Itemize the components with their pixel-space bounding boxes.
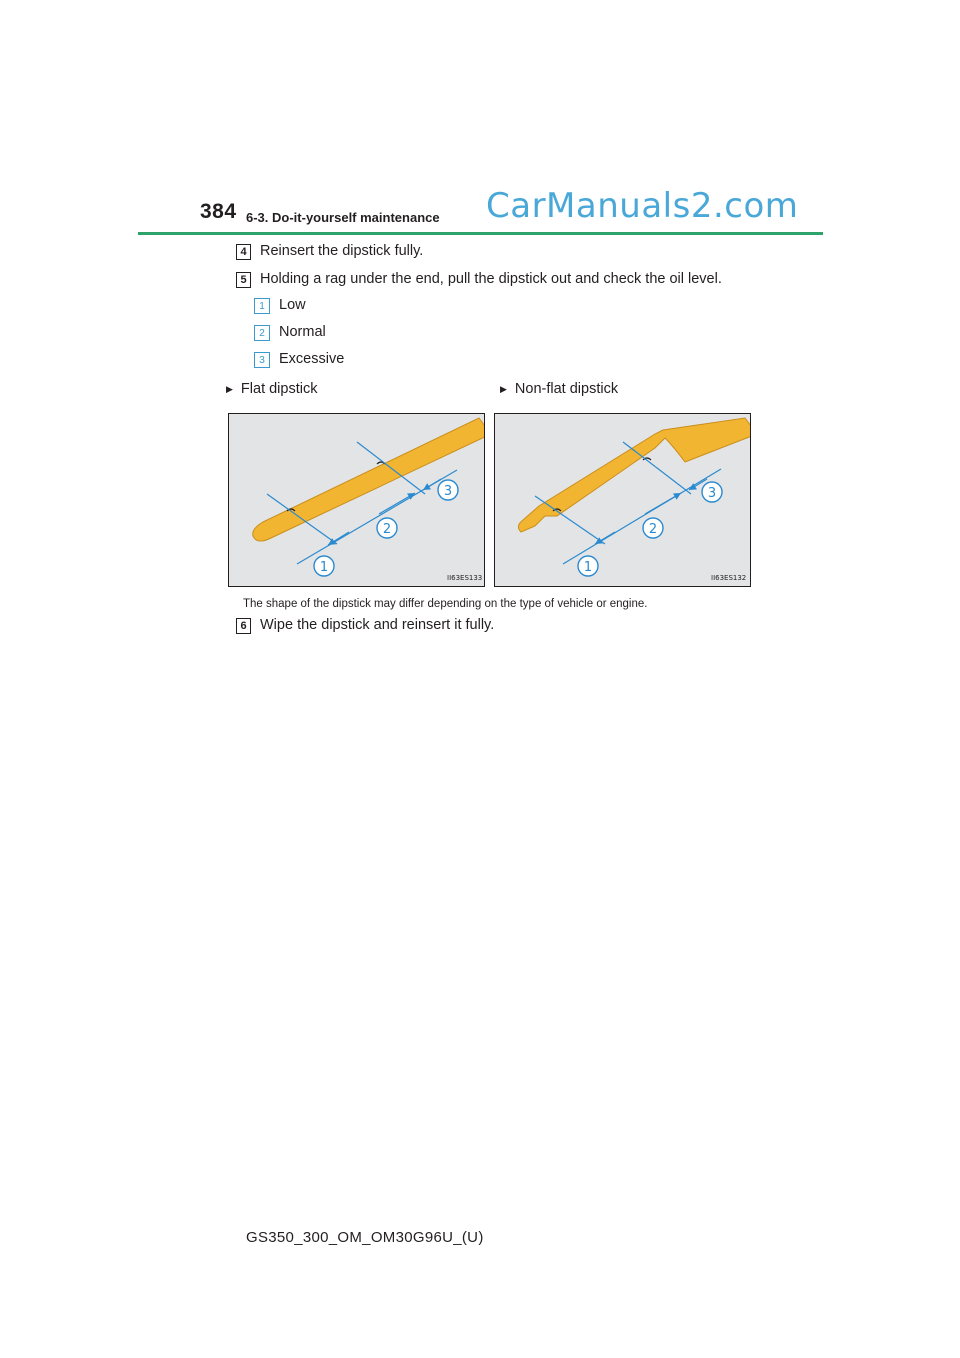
footer-doc-code: GS350_300_OM_OM30G96U_(U) [246,1229,484,1246]
svg-text:2: 2 [382,522,392,537]
figure-flat-dipstick [228,413,485,587]
callout-3 [702,482,722,502]
step-text: Holding a rag under the end, pull the dipstick out and check the oil level. [260,271,722,287]
callout-1 [578,556,598,576]
watermark-logo[interactable]: CarManuals2.com [486,186,799,226]
callout-1 [314,556,334,576]
svg-text:3: 3 [707,486,717,501]
figure-code: II63ES133 [447,574,483,582]
svg-text:3: 3 [443,484,453,499]
figure-code: II63ES132 [711,574,747,582]
figure-caption-flat: ▶ Flat dipstick [226,381,318,397]
figure-note: The shape of the dipstick may differ depending on the type of vehicle or engine. [243,598,648,610]
triangle-bullet-icon: ▶ [500,384,507,394]
step-number: 6 [236,618,251,634]
svg-text:2: 2 [648,522,658,537]
callout-2 [377,518,397,538]
level-text: Excessive [279,351,345,367]
callout-2 [643,518,663,538]
level-number: 2 [254,325,270,341]
svg-text:1: 1 [583,560,593,575]
step-number: 4 [236,244,251,260]
page-number: 384 [200,200,237,223]
figure-caption-nonflat: ▶ Non-flat dipstick [500,381,619,397]
level-text: Normal [279,324,326,340]
triangle-bullet-icon: ▶ [226,384,233,394]
section-title: 6-3. Do-it-yourself maintenance [246,210,440,225]
header-rule [138,232,823,235]
svg-text:1: 1 [319,560,329,575]
step-number: 5 [236,272,251,288]
level-text: Low [279,297,306,313]
level-number: 3 [254,352,270,368]
figure-nonflat-dipstick [494,413,751,587]
nonflat-dipstick-shape [518,418,750,532]
level-number: 1 [254,298,270,314]
step-text: Wipe the dipstick and reinsert it fully. [260,617,495,633]
step-text: Reinsert the dipstick fully. [260,243,424,259]
callout-3 [438,480,458,500]
